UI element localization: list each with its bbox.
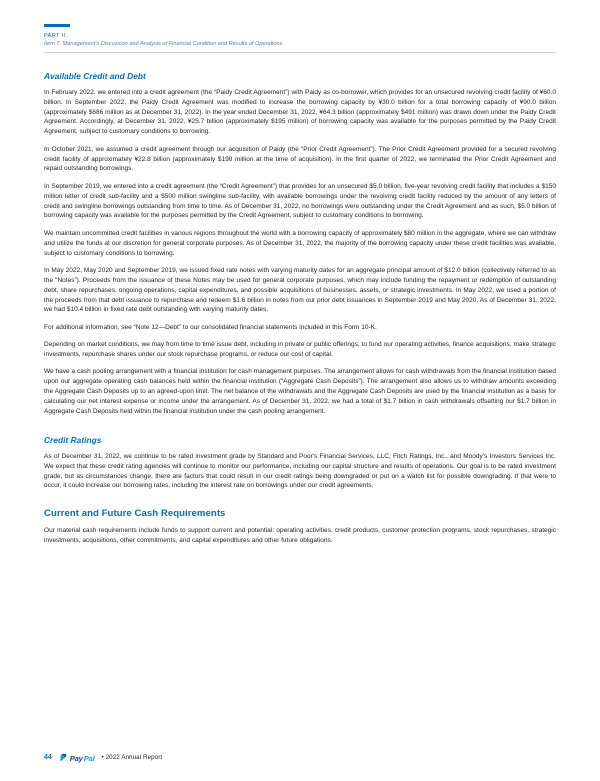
header-item-label: Item 7. Management's Discussion and Analysis of Financial Condition and Results of Operations <box>44 40 556 53</box>
paragraph: In September 2019, we entered into a credit agreement (the “Credit Agreement”) that provides for an unsecured $5.0 billion, five-year revolving credit facility that includes a $150 million letter of credit sub-facility and a $500 million swingline sub-facility, with available borrowings under the revolving credit facility reduced by the amount of any letters of credit and swingline borrowings outstanding from time to time. As of December 31, 2022, no borrowings were outstanding under the Credit Agreement and as such, $5.0 billion of borrowing capacity was available for the purposes permitted by the Credit Agreement, subject to customary conditions to borrowing. <box>44 182 556 220</box>
page-number: 44 <box>44 754 52 761</box>
heading-current-and-future-cash-requirements: Current and Future Cash Requirements <box>44 508 226 520</box>
page-header <box>44 0 556 53</box>
paypal-logo-pal: Pal <box>83 754 95 763</box>
paragraph: We maintain uncommitted credit facilities in various regions throughout the world with a borrowing capacity of approximately $80 million in the aggregate, where we can withdraw and utilize the funds at our discretion for general corporate purposes. As of December 31, 2022, the majority of the borrowing capacity under these credit facilities was available, subject to customary conditions to borrowing. <box>44 229 556 257</box>
paragraph: In May 2022, May 2020 and September 2019, we issued fixed rate notes with varying maturity dates for an aggregate principal amount of $12.0 billion (collectively referred to as the “Notes”). Proceeds from the issuance of these Notes may be used for general corporate purposes, which may include funding the repayment or redemption of outstanding debt, share repurchases, ongoing operations, capital expenditures, and possible acquisitions of businesses, assets, or strategic investments. In May 2022, we used a portion of the proceeds from that debt issuance to repurchase and redeem $1.6 billion in notes from our prior debt issuances in September 2019 and May 2020. As of December 31, 2022, we had $10.4 billion in fixed rate debt outstanding with varying maturity dates. <box>44 266 556 314</box>
header-accent-rule <box>44 24 70 27</box>
paragraph: For additional information, see “Note 12—Debt” to our consolidated financial statements included in this Form 10-K. <box>44 323 377 331</box>
paragraph: As of December 31, 2022, we continue to be rated investment grade by Standard and Poor's Financial Services, LLC, Fitch Ratings, Inc., and Moody's Investors Services Inc. We expect that these credit rating agencies will continue to monitor our performance, including our capital structure and results of operations. Our goal is to be rated investment grade, but as circumstances change, there are factors that could result in our credit ratings being downgraded or put on a watch list for possible downgrading. If that were to occur, it could increase our borrowing rates, including the interest rate on borrowings under our credit agreements. <box>44 452 556 490</box>
paragraph: In February 2022, we entered into a credit agreement (the “Paidy Credit Agreement”) with Paidy as co-borrower, which provides for an unsecured revolving credit facility of ¥60.0 billion. In September 2022, the Paidy Credit Agreement was modified to increase the borrowing capacity by ¥30.0 billion for a total borrowing capacity of ¥90.0 billion (approximately $686 million as at December 31, 2022). In the year ended December 31, 2022, ¥64.3 billion (approximately $491 million) was drawn down under the Paidy Credit Agreement. Accordingly, at December 31, 2022, ¥25.7 billion (approximately $195 million) of borrowing capacity was available for the purposes permitted by the Paidy Credit Agreement, subject to customary conditions to borrowing. <box>44 88 556 136</box>
heading-credit-ratings: Credit Ratings <box>44 434 102 445</box>
paypal-logo-pay: Pay <box>69 754 83 763</box>
paragraph: Our material cash requirements include funds to support current and potential: operating activities, credit products, customer protection programs, stock repurchases, strategic investments, acquisitions, other commitments, and capital expenditures and other future obligations. <box>44 527 556 545</box>
heading-available-credit-and-debt: Available Credit and Debt <box>44 70 146 81</box>
page-footer <box>44 752 556 763</box>
header-part-label: PART II <box>44 32 66 39</box>
paypal-mark-icon <box>59 753 68 762</box>
paragraph: We have a cash pooling arrangement with a financial institution for cash management purposes. The arrangement allows for cash withdrawals from the financial institution based upon our aggregate operating cash balances held within the financial institution (“Aggregate Cash Deposits”). The arrangement also allows us to withdraw amounts exceeding the Aggregate Cash Deposits up to an agreed-upon limit. The net balance of the withdrawals and the Aggregate Cash Deposits are used by the financial institution as a basis for calculating our net interest expense or income under the arrangement. As of December 31, 2022, we had a total of $1.7 billion in cash withdrawals offsetting our $1.7 billion in Aggregate Cash Deposits held within the financial institution under the cash pooling arrangement. <box>44 368 556 415</box>
paragraph: In October 2021, we assumed a credit agreement through our acquisition of Paidy (the “Prior Credit Agreement”). The Prior Credit Agreement provided for a secured revolving credit facility of approximately ¥22.8 billion (approximately $198 million at the time of acquisition). In the first quarter of 2022, we terminated the Prior Credit Agreement and repaid outstanding borrowings. <box>44 145 556 173</box>
paypal-logo <box>59 752 95 763</box>
paragraph: Depending on market conditions, we may from time to time issue debt, including in private or public offerings, to fund our operating activities, finance acquisitions, make strategic investments, repurchase shares under our stock repurchase programs, or reduce our cost of capital. <box>44 341 556 359</box>
footer-text: • 2022 Annual Report <box>101 754 163 761</box>
